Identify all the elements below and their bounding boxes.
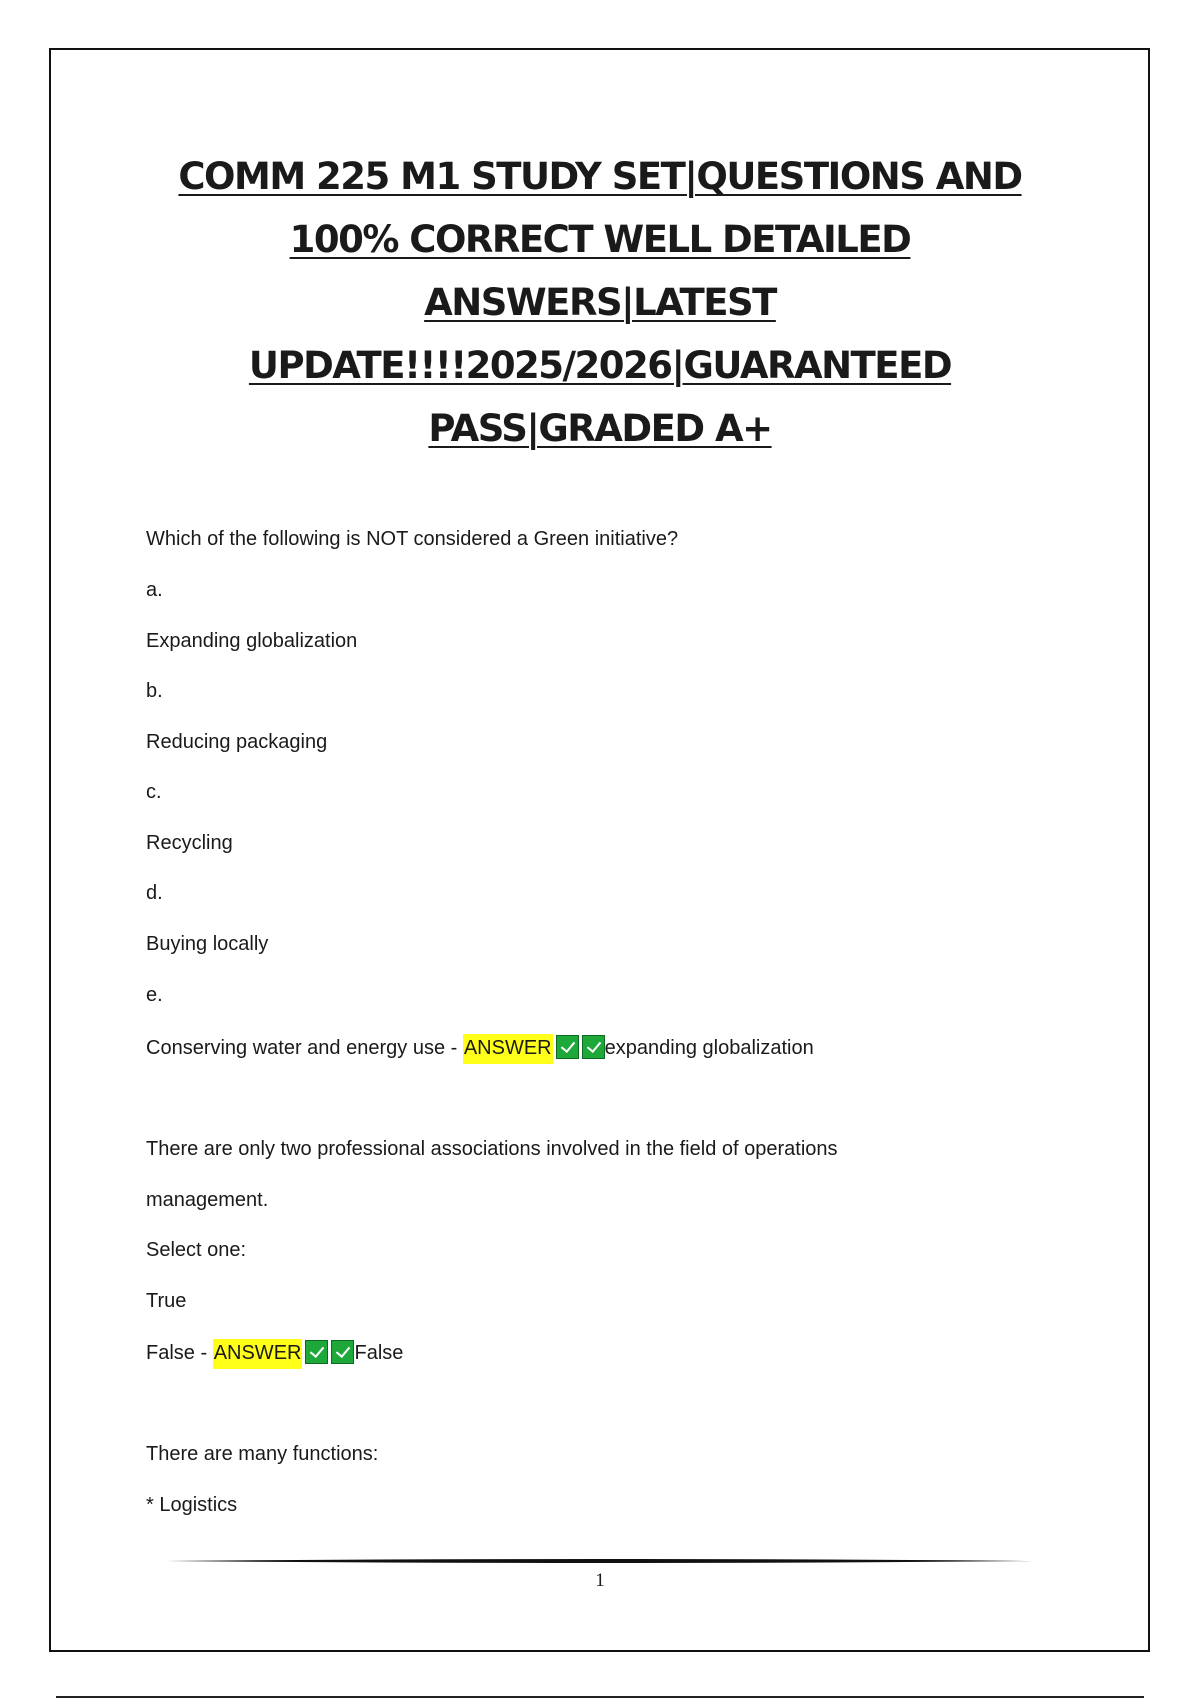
q2-question-line2: management. — [146, 1189, 269, 1211]
check-mark-button-icon — [556, 1035, 579, 1059]
q1-option-a-letter: a. — [146, 579, 163, 601]
q1-option-a: Expanding globalization — [146, 630, 358, 652]
q1-answer-line — [146, 1034, 814, 1062]
answer-highlight: ANSWER — [213, 1339, 303, 1369]
answer-highlight: ANSWER — [463, 1034, 553, 1064]
page-number: 1 — [595, 1570, 605, 1591]
title-line-2: 100% CORRECT WELL DETAILED — [289, 218, 911, 261]
q3-question: There are many functions: — [146, 1443, 379, 1465]
title-line-1: COMM 225 M1 STUDY SET|QUESTIONS AND — [178, 155, 1022, 198]
q1-option-b: Reducing packaging — [146, 731, 328, 753]
bottom-rule — [56, 1696, 1144, 1698]
q1-option-e-letter: e. — [146, 984, 163, 1006]
q1-option-c: Recycling — [146, 832, 233, 854]
q2-option-true: True — [146, 1290, 187, 1312]
q1-option-d-letter: d. — [146, 882, 163, 904]
q3-item-logistics: * Logistics — [146, 1494, 238, 1516]
q1-option-c-letter: c. — [146, 781, 162, 803]
check-mark-button-icon — [305, 1340, 328, 1364]
q1-option-e: Conserving water and energy use - — [146, 1037, 463, 1059]
q1-option-b-letter: b. — [146, 680, 163, 702]
title-line-3: ANSWERS|LATEST — [424, 281, 776, 324]
q2-question-line1: There are only two professional associations involved in the field of operations — [146, 1138, 838, 1160]
q2-answer-text: False — [354, 1342, 404, 1364]
check-mark-button-icon — [582, 1035, 605, 1059]
title-line-4: UPDATE!!!!2025/2026|GUARANTEED — [248, 344, 952, 387]
q1-answer-text: expanding globalization — [604, 1037, 814, 1059]
document-title — [120, 145, 1080, 460]
q1-question: Which of the following is NOT considered a Green initiative? — [146, 528, 679, 550]
title-line-5: PASS|GRADED A+ — [428, 407, 772, 450]
q2-option-false: False - — [146, 1342, 213, 1364]
check-mark-button-icon — [331, 1340, 354, 1364]
q2-answer-line — [146, 1339, 403, 1367]
q1-option-d: Buying locally — [146, 933, 269, 955]
footer-rule — [166, 1558, 1034, 1564]
q2-select-one: Select one: — [146, 1239, 247, 1261]
